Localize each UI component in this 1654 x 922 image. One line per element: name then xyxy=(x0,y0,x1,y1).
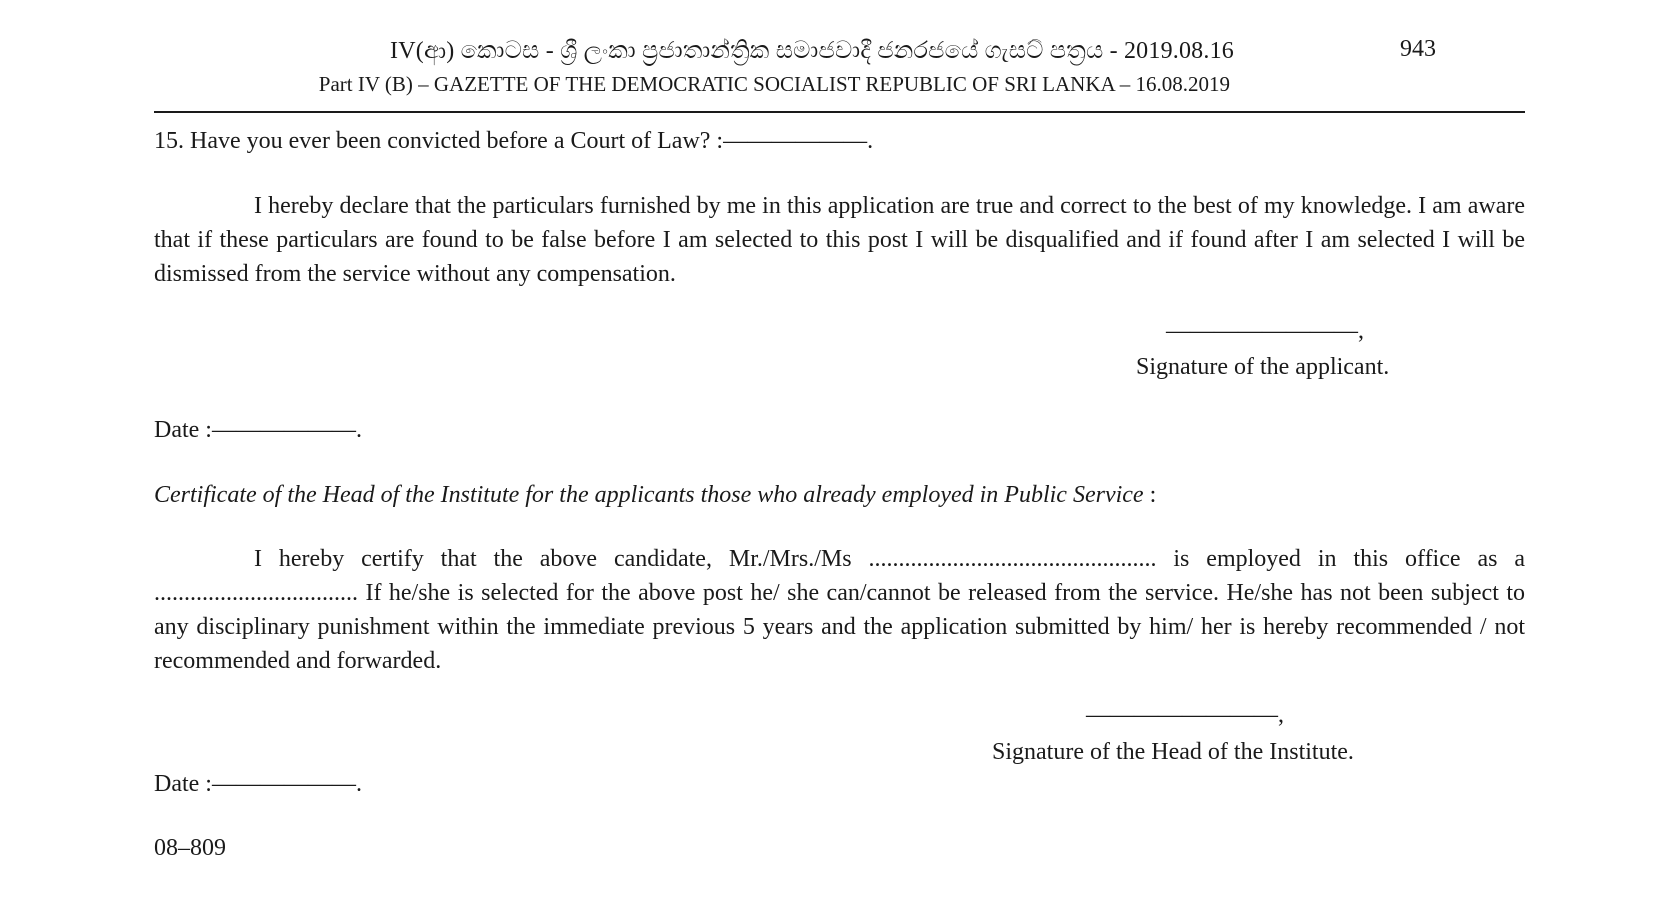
certificate-heading-text: Certificate of the Head of the Institute for the applicants those who already employed in Public Service xyxy=(154,482,1144,508)
header-english-title: Part IV (B) – GAZETTE OF THE DEMOCRATIC SOCIALIST REPUBLIC OF SRI LANKA – 16.08.2019 xyxy=(318,72,1230,96)
applicant-signature-label: Signature of the applicant. xyxy=(1136,354,1390,380)
declaration-paragraph xyxy=(154,189,1525,291)
certificate-heading-colon: : xyxy=(1143,482,1157,508)
certificate-paragraph xyxy=(154,542,1525,678)
head-signature-label: Signature of the Head of the Institute. xyxy=(992,739,1354,765)
certificate-heading xyxy=(154,478,1156,512)
reference-number: 08–809 xyxy=(154,835,226,861)
header-sinhala-title: IV(ආ) කොටස - ශ්‍රී ලංකා ප්‍රජාතාන්ත්‍රික සමාජවාදී ජනරජයේ ගැසට් පත්‍රය - 2019.08.16 xyxy=(390,38,1234,64)
applicant-signature-line: ————————, xyxy=(1166,318,1364,344)
certificate-text: I hereby certify that the above candidate, Mr./Mrs./Ms ................................................ is employed in this office as a .................................. If he/she is selected for the above post he/ she can/cannot be released from the service. He/she has not been subject to any disciplinary punishment within the immediate previous 5 years and the application submitted by him/ her is hereby recommended / not recommended and forwarded. xyxy=(154,546,1525,674)
date-field-1: Date :——————. xyxy=(154,417,362,443)
page-number: 943 xyxy=(1400,36,1436,62)
question-15: 15. Have you ever been convicted before a Court of Law? :——————. xyxy=(154,128,874,154)
head-signature-line: ————————, xyxy=(1086,702,1284,728)
date-field-2: Date :——————. xyxy=(154,771,362,797)
declaration-text: I hereby declare that the particulars furnished by me in this application are true and correct to the best of my knowledge. I am aware that if these particulars are found to be false before I am selected to this post I will be disqualified and if found after I am selected I will be dismissed from the service without any compensation. xyxy=(154,193,1525,287)
header-divider xyxy=(154,111,1525,113)
